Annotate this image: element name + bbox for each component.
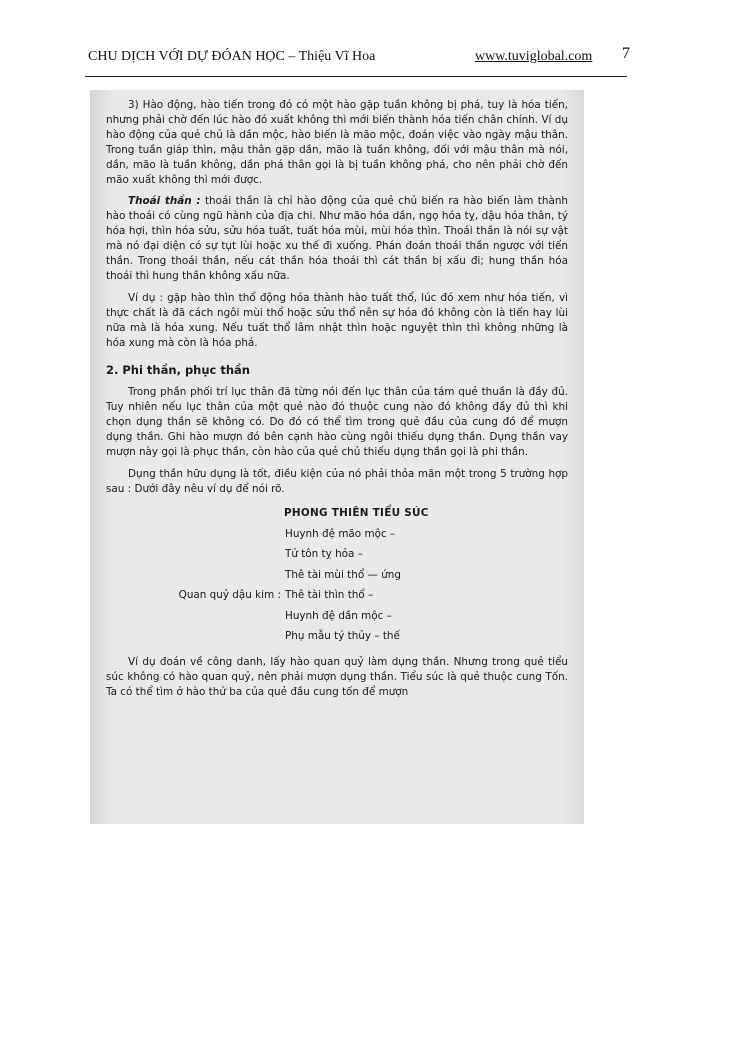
- term-thoai-than: Thoái thần :: [128, 195, 201, 208]
- scanned-page: [90, 90, 584, 824]
- scanned-text-body: [106, 98, 568, 706]
- hexagram-line-text: Thê tài thìn thổ –: [285, 589, 374, 602]
- paragraph-example-1: Ví dụ : gặp hào thìn thổ động hóa thành hào tuất thổ, lúc đó xem như hóa tiến, vì thực chất là đã cách ngôi mùi thổ hoặc sửu thổ nên sự hóa đó không còn là tiến hay lùi nữa mà là hóa xung. Nếu tuất thổ lâm nhật thìn hoặc nguyệt thìn thì không những là hóa xung mà còn là hóa phá.: [106, 291, 568, 349]
- hexagram-line-text: Huynh đệ mão mộc –: [285, 527, 396, 540]
- hexagram-line: [106, 544, 568, 565]
- hexagram-line: [106, 565, 568, 586]
- hexagram-line-text: Tử tôn tỵ hỏa –: [285, 548, 363, 561]
- hexagram-block: [106, 504, 568, 647]
- hexagram-line-text: Phụ mẫu tý thủy – thế: [285, 630, 400, 643]
- page-number: 7: [622, 45, 630, 62]
- paragraph-example-2: Ví dụ đoán về công danh, lấy hào quan quỷ làm dụng thần. Nhưng trong quẻ tiểu súc không có hào quan quỷ, nên phải mượn dụng thần. Tiểu súc là quẻ thuộc cung Tốn. Ta có thể tìm ở hào thứ ba của quẻ đầu cung tốn để mượn: [106, 655, 568, 698]
- website-link[interactable]: www.tuviglobal.com: [475, 49, 593, 64]
- section-number: 2.: [106, 362, 119, 377]
- paragraph-phi-phuc-than: Trong phần phối trí lục thân đã từng nói đến lục thân của tám quẻ thuần là đầy đủ. Tuy nhiên nếu lục thân của một quẻ nào đó thuộc cung nào đó không đầy đủ thì khi chọn dụng thần sẽ không có. Do đó có thể tìm trong quẻ đầu của cung đó để mượn dụng thần. Ghi hào mượn đó bên cạnh hào cùng ngôi thiếu dụng thần. Dụng thần vay mượn này gọi là phục thần, còn hào của quẻ chủ thiếu dụng thần gọi là phi thần.: [106, 386, 568, 459]
- hexagram-title: PHONG THIÊN TIỂU SÚC: [284, 507, 429, 520]
- page-header: [85, 44, 630, 77]
- hexagram-line: [106, 524, 568, 545]
- hexagram-line-text: Huynh đệ dần mộc –: [285, 609, 392, 622]
- hexagram-line: [106, 626, 568, 647]
- hexagram-line: [106, 585, 568, 606]
- paragraph-tien-than-3: 3) Hào động, hào tiến trong đó có một hào gặp tuần không bị phá, tuy là hóa tiến, nhưng phải chờ đến lúc hào đó xuất không thì mới biến thành hóa tiến chân chính. Ví dụ hào động của quẻ chủ là dần mộc, hào biến là mão mộc, đoán việc vào ngày mậu thân. Trong tuần giáp thìn, mậu thân gặp dần, mão là tuần không, đối với mậu thân mà nói, dần, mão là tuần không, dần phá thân gọi là bị tuần không phá, cho nên phải chờ đến mão xuất không thì mới được.: [106, 99, 568, 186]
- book-title: CHU DỊCH VỚI DỰ ĐÓAN HỌC – Thiệu Vĩ Hoa: [88, 49, 376, 64]
- paragraph-thoai-than: [106, 194, 568, 283]
- hexagram-line-text: Thê tài mùi thổ — ứng: [285, 568, 401, 581]
- hexagram-line: [106, 606, 568, 627]
- paragraph-dung-than: Dụng thần hữu dụng là tốt, điều kiện của nó phải thỏa mãn một trong 5 trường hợp sau : Dưới đây nêu ví dụ để nói rõ.: [106, 467, 568, 495]
- section-title: Phi thần, phục thần: [122, 362, 250, 377]
- hexagram-borrowed-label: Quan quỷ dậu kim :: [178, 589, 281, 602]
- paragraph-thoai-than-text: thoái thần là chỉ hào động của quẻ chủ biến ra hào biến làm thành hào thoái có cùng ngũ hành của địa chi. Như mão hóa dần, ngọ hóa tỵ, dậu hóa thân, tý hóa hợi, thìn hóa sửu, sửu hóa tuất, tuất hóa mùi, mùi hóa thìn. Thoái thần là nói sự vật mà nó đại diện có sự tụt lùi hoặc xu thế đi xuống. Phán đoán thoái thần ngược với tiến thần. Trong thoái thần, nếu cát thần hóa thoái thì cát thần bị xấu đi; hung thần hóa thoái thì hung thần không xấu nữa.: [106, 195, 568, 282]
- section-heading: [106, 363, 568, 378]
